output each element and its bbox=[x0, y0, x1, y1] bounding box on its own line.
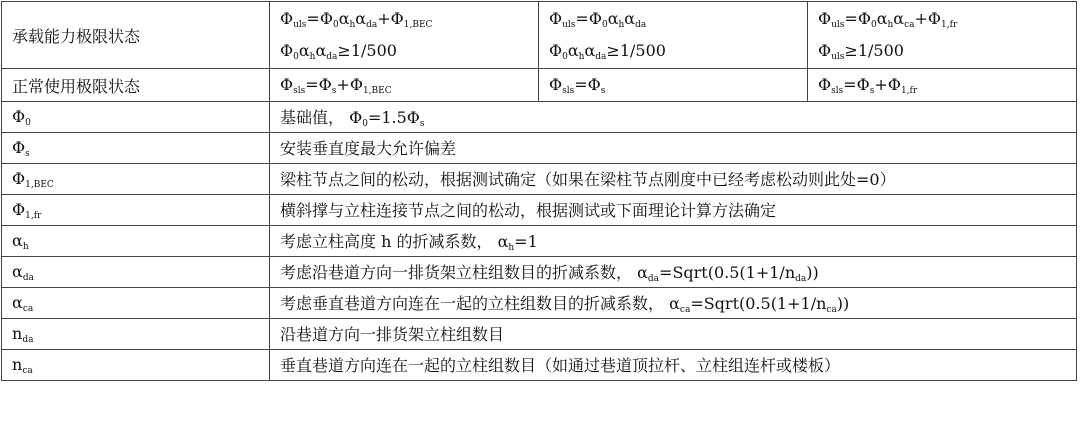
definition-cell: 考虑立柱高度 h 的折减系数， $\alpha_h=1$ bbox=[270, 226, 1077, 257]
table-row-sls bbox=[2, 69, 1077, 102]
sls-formula-basic: $\Phi_{sls}=\Phi_s$ bbox=[539, 69, 808, 102]
definition-cell: 沿巷道方向一排货架立柱组数目 bbox=[270, 319, 1077, 350]
uls-bec-line2: $\Phi_0\alpha_h\alpha_{da}\ge 1/500$ bbox=[280, 41, 397, 62]
uls-formula-bec bbox=[270, 2, 539, 69]
table-row bbox=[2, 350, 1077, 381]
symbol-cell: $\Phi_{1,BEC}$ bbox=[2, 164, 270, 195]
symbol-cell: $\alpha_{da}$ bbox=[2, 257, 270, 288]
symbol-cell: $\alpha_{ca}$ bbox=[2, 288, 270, 319]
deformation-criteria-table bbox=[1, 1, 1077, 381]
uls-bec-line1: $\Phi_{uls}=\Phi_0\alpha_h\alpha_{da}+\Phi_{1,BEC}$ bbox=[280, 9, 433, 30]
uls-basic-line2: $\Phi_0\alpha_h\alpha_{da}\ge 1/500$ bbox=[549, 41, 666, 62]
sls-formula-fr: $\Phi_{sls}=\Phi_s+\Phi_{1,fr}$ bbox=[808, 69, 1077, 102]
symbol-cell: $n_{ca}$ bbox=[2, 350, 270, 381]
symbol-cell: $\Phi_s$ bbox=[2, 133, 270, 164]
symbol-cell: $\alpha_h$ bbox=[2, 226, 270, 257]
uls-basic-line1: $\Phi_{uls}=\Phi_0\alpha_h\alpha_{da}$ bbox=[549, 9, 647, 30]
table-row bbox=[2, 288, 1077, 319]
definition-cell: 基础值， $\Phi_0=1.5\Phi_s$ bbox=[270, 102, 1077, 133]
sls-formula-bec: $\Phi_{sls}=\Phi_s+\Phi_{1,BEC}$ bbox=[270, 69, 539, 102]
table-row-uls bbox=[2, 2, 1077, 69]
definition-cell: 考虑垂直巷道方向连在一起的立柱组数目的折减系数， $\alpha_{ca}=Sqrt(0.5(1+1/n_{ca}))$ bbox=[270, 288, 1077, 319]
row-label-sls: 正常使用极限状态 bbox=[2, 69, 270, 102]
uls-formula-fr bbox=[808, 2, 1077, 69]
table-row bbox=[2, 133, 1077, 164]
definition-cell: 考虑沿巷道方向一排货架立柱组数目的折减系数， $\alpha_{da}=Sqrt(0.5(1+1/n_{da}))$ bbox=[270, 257, 1077, 288]
definition-cell: 梁柱节点之间的松动，根据测试确定（如果在梁柱节点刚度中已经考虑松动则此处=0） bbox=[270, 164, 1077, 195]
uls-fr-line2: $\Phi_{uls}\ge 1/500$ bbox=[818, 41, 904, 62]
uls-fr-line1: $\Phi_{uls}=\Phi_0\alpha_h\alpha_{ca}+\Phi_{1,fr}$ bbox=[818, 9, 958, 30]
table-row bbox=[2, 257, 1077, 288]
symbol-cell: $\Phi_{1,fr}$ bbox=[2, 195, 270, 226]
table-row bbox=[2, 319, 1077, 350]
table-row bbox=[2, 164, 1077, 195]
definition-cell: 垂直巷道方向连在一起的立柱组数目（如通过巷道顶拉杆、立柱组连杆或楼板） bbox=[270, 350, 1077, 381]
uls-formula-basic bbox=[539, 2, 808, 69]
symbol-cell: $n_{da}$ bbox=[2, 319, 270, 350]
table-row bbox=[2, 195, 1077, 226]
row-label-uls: 承载能力极限状态 bbox=[2, 2, 270, 69]
definition-cell: 横斜撑与立柱连接节点之间的松动，根据测试或下面理论计算方法确定 bbox=[270, 195, 1077, 226]
table-row bbox=[2, 226, 1077, 257]
symbol-cell: $\Phi_0$ bbox=[2, 102, 270, 133]
table-row bbox=[2, 102, 1077, 133]
definition-cell: 安装垂直度最大允许偏差 bbox=[270, 133, 1077, 164]
